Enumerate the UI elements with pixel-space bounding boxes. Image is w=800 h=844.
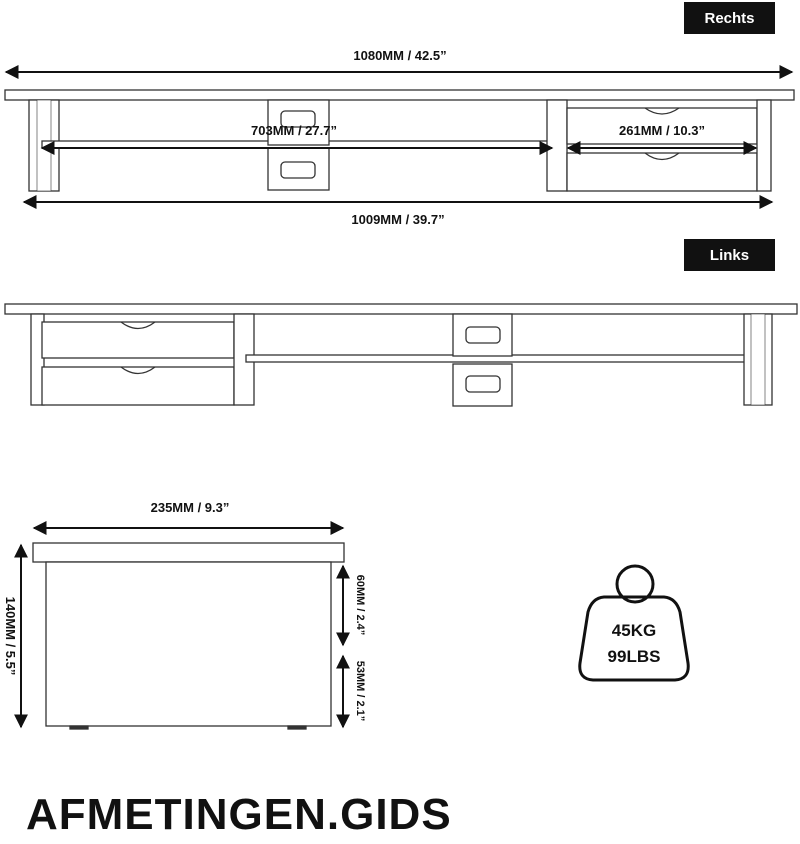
total-height-label: 140MM / 5.5”: [3, 596, 18, 676]
foot-left: [70, 726, 88, 729]
drawer-lower: [567, 153, 757, 191]
cable-slot-upper: [466, 327, 500, 343]
top-board: [5, 304, 797, 314]
cable-slot-lower: [466, 376, 500, 392]
top-board: [5, 90, 794, 100]
upper-height-label: 60MM / 2.4”: [354, 574, 366, 636]
left-view-label: Links: [684, 239, 775, 271]
drawer-width-label: 261MM / 10.3”: [619, 123, 705, 138]
drawer-upper: [42, 322, 234, 358]
weight-lbs-label: 99LBS: [607, 647, 661, 666]
leg-inner: [751, 314, 765, 405]
depth-label: 235MM / 9.3”: [150, 500, 230, 515]
side-view-drawing: [33, 543, 344, 729]
side-panel: [46, 562, 331, 726]
drawer-lower: [42, 367, 234, 405]
weight-kg-label: 45KG: [611, 621, 657, 640]
guide-title: AFMETINGEN.GIDS: [26, 790, 452, 839]
foot-right: [288, 726, 306, 729]
lower-height-label: 53MM / 2.1”: [354, 660, 366, 722]
side-top-board: [33, 543, 344, 562]
left-view-drawing: [5, 304, 797, 406]
inner-width-label: 1009MM / 39.7”: [351, 212, 445, 227]
right-leg: [757, 100, 771, 191]
middle-span-label: 703MM / 27.7”: [251, 123, 337, 138]
cable-slot-lower: [281, 162, 315, 178]
divider-leg: [547, 100, 567, 191]
right-view-label: Rechts: [684, 2, 775, 34]
total-width-label: 1080MM / 42.5”: [353, 48, 447, 63]
right-view-drawing: [5, 90, 794, 191]
